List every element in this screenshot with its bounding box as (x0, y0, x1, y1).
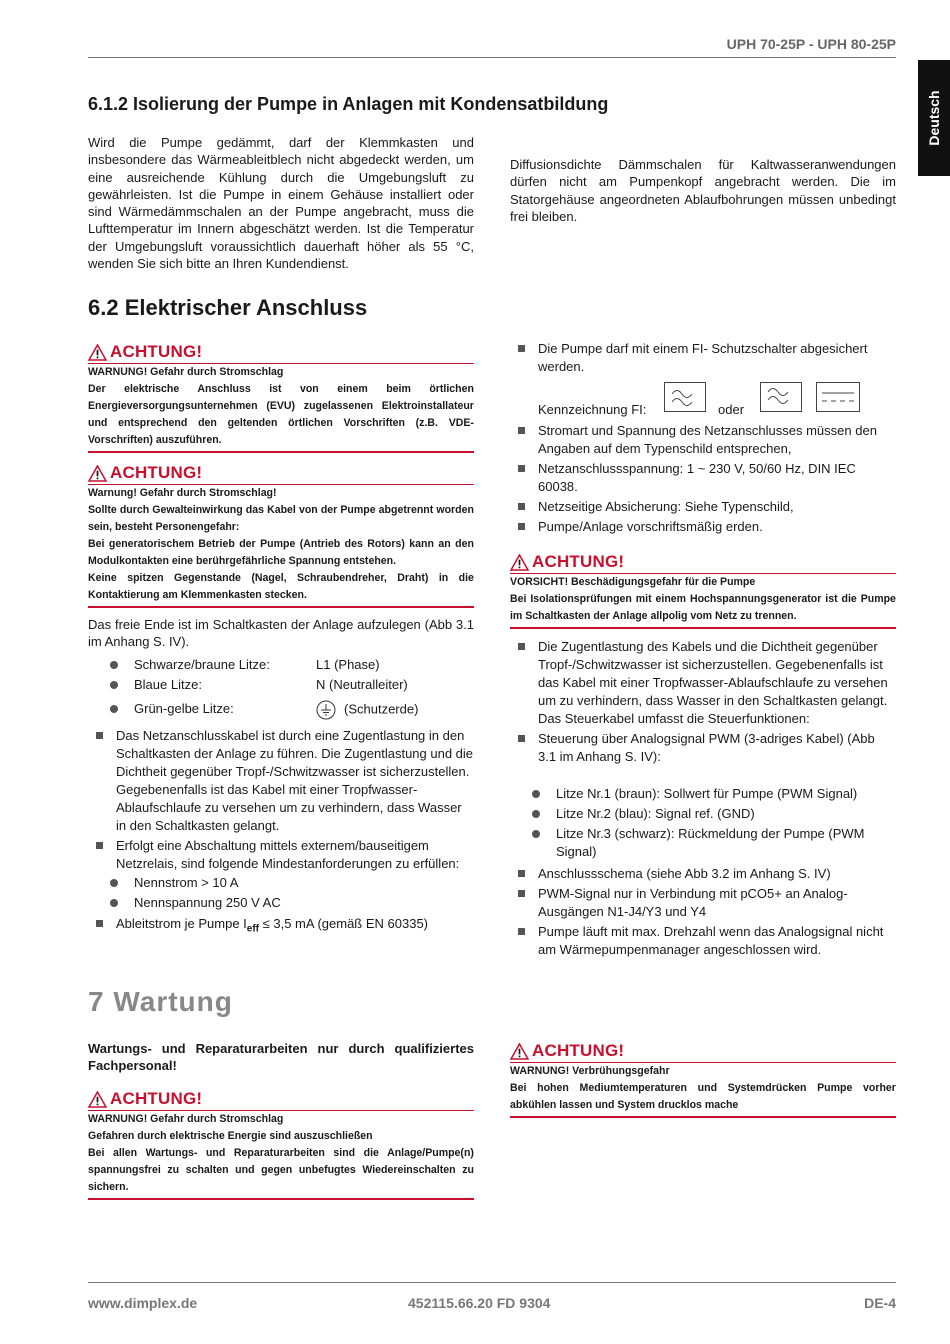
list-item: Stromart und Spannung des Netzanschlusses müssen den Angaben auf dem Typenschild entsprechen, (518, 422, 896, 458)
list-item: Die Pumpe darf mit einem FI- Schutzschalter abgesichert werden. (518, 340, 896, 376)
leakage-list (96, 915, 474, 941)
list-item: Pumpe läuft mit max. Drehzahl wenn das Analogsignal nicht am Wärmepumpenmanager angeschlossen wird. (518, 923, 896, 959)
list-item: Netzanschlussspannung: 1 ~ 230 V, 50/60 Hz, DIN IEC 60038. (518, 460, 896, 496)
right-bullet-list-3 (518, 638, 896, 768)
warning-title: ACHTUNG! (532, 552, 625, 571)
list-item: Blaue Litze: N (Neutralleiter) (110, 676, 474, 694)
list-item: Schwarze/braune Litze: L1 (Phase) (110, 656, 474, 674)
warning-line: Keine spitzen Gegenstande (Nagel, Schraubendreher, Draht) in die Kontaktierung am Klemmenkasten stecken. (88, 572, 474, 601)
warning-title: ACHTUNG! (110, 463, 203, 482)
section-6-2-heading: 6.2 Elektrischer Anschluss (88, 295, 368, 320)
section-7-heading: 7 Wartung (88, 986, 233, 1017)
list-item: Das Netzanschlusskabel ist durch eine Zugentlastung in den Schaltkasten der Anlage zu führen. Die Zugentlastung und die Dichtheit gegenüber Tropf-/Schwitzwasser ist sicherzustellen. Gegebenenfalls ist das Kabel mit einer Tropfwasser-Ablaufschlaufe zu versehen um zu verhindern, dass Wasser in den Schaltkasten gelangt. (96, 727, 474, 835)
fi-or: oder (718, 402, 745, 417)
relay-requirements-list (110, 874, 474, 914)
language-tab-label: Deutsch (926, 90, 942, 146)
list-item: Litze Nr.3 (schwarz): Rückmeldung der Pumpe (PWM Signal) (532, 825, 896, 861)
warning-icon (510, 554, 529, 571)
warning-line: Sollte durch Gewalteinwirkung das Kabel von der Pumpe abgetrennt worden sein, besteht Personengefahr: (88, 504, 474, 533)
right-bullet-list-1 (518, 340, 896, 378)
footer-website-link[interactable]: www.dimplex.de (88, 1295, 198, 1311)
section-6-1-2-text-left: Wird die Pumpe gedämmt, darf der Klemmkasten und insbesondere das Wärmeableitblech nicht abgedeckt werden, um eine ausreichende Kühlung durch die Umgebungsluft zu gewährleisten. Ist die Pumpe in einem Gehäuse installiert oder sind Wärmedämmschalen an der Pumpe angebracht, muss die Lufttemperatur im Innern abgeschätzt werden. Ist die Temperatur der Umgebungsluft voraussichtlich dauerhaft höher als 55 °C, wenden Sie sich bitte an Ihren Kundendienst. (88, 135, 474, 272)
list-item: Ableitstrom je Pumpe $I_{eff} \le 3,5$ mA (gemäß EN 60335) (96, 915, 474, 939)
warning-box-1 (88, 342, 474, 453)
ground-symbol-icon (316, 700, 336, 720)
warning-box-3 (510, 552, 896, 629)
warning-title: ACHTUNG! (110, 1089, 203, 1108)
fi-marking (538, 382, 898, 416)
warning-line: VORSICHT! Beschädigungsgefahr für die Pumpe (510, 576, 756, 588)
warning-icon (88, 344, 107, 361)
warning-icon (510, 1043, 529, 1060)
warning-icon (88, 465, 107, 482)
list-item: Nennstrom > 10 A (110, 874, 474, 892)
wire-list (110, 656, 474, 722)
warning-box-4 (88, 1089, 474, 1200)
maintenance-intro: Wartungs- und Reparaturarbeiten nur durch qualifiziertes Fachpersonal! (88, 1041, 474, 1074)
warning-line: Der elektrische Anschluss ist von einem beim örtlichen Energieversorgungsunternehmen (EVU) zugelassenen Elektroinstallateur und entsprechend den geltenden örtlichen Vorschriften (z.B. VDE-Vorschriften) auszuführen. (88, 383, 474, 446)
page-footer (88, 1282, 896, 1316)
footer-page-number: DE-4 (864, 1295, 896, 1311)
list-item: Steuerung über Analogsignal PWM (3-adriges Kabel) (Abb 3.1 im Anhang S. IV): (518, 730, 896, 766)
warning-title: ACHTUNG! (532, 1041, 625, 1060)
list-item: Nennspannung 250 V AC (110, 894, 474, 912)
warning-line: Bei hohen Mediumtemperaturen und Systemdrücken Pumpe vorher abkühlen lassen und System drucklos mache (510, 1082, 896, 1111)
warning-box-2 (88, 463, 474, 608)
list-item: Pumpe/Anlage vorschriftsmäßig erden. (518, 518, 896, 536)
list-item: Netzseitige Absicherung: Siehe Typenschild, (518, 498, 896, 516)
warning-line: Bei allen Wartungs- und Reparaturarbeiten sind die Anlage/Pumpe(n) spannungsfrei zu schalten und gegen unbefugtes Wiedereinschalten zu sichern. (88, 1147, 474, 1193)
warning-line: Bei Isolationsprüfungen mit einem Hochspannungsgenerator ist die Pumpe im Schaltkasten der Anlage allpolig vom Netz zu trennen. (510, 593, 896, 622)
ac-symbol-icon (664, 382, 706, 412)
list-item: Die Zugentlastung des Kabels und die Dichtheit gegenüber Tropf-/Schwitzwasser ist sicherzustellen. Gegebenenfalls ist das Kabel mit einer Tropfwasser-Ablaufschlaufe zu versehen um zu verhindern, dass Wasser in den Schaltkasten gelangt. Das Steuerkabel umfasst die Steuerfunktionen: (518, 638, 896, 728)
warning-line: WARNUNG! Verbrühungsgefahr (510, 1065, 670, 1077)
page-header (88, 30, 896, 58)
pwm-wire-list (532, 785, 896, 863)
list-item: Erfolgt eine Abschaltung mittels externem/bauseitigem Netzrelais, sind folgende Mindestanforderungen zu erfüllen: (96, 837, 474, 873)
connection-paragraph: Das freie Ende ist im Schaltkasten der Anlage aufzulegen (Abb 3.1 im Anhang S. IV). (88, 617, 474, 650)
list-item: Grün-gelbe Litze: (Schutzerde) (110, 700, 474, 720)
warning-line: Warnung! Gefahr durch Stromschlag! (88, 487, 277, 499)
dc-symbol-icon (816, 382, 860, 412)
warning-line: WARNUNG! Gefahr durch Stromschlag (88, 1113, 284, 1125)
document-title: UPH 70-25P - UPH 80-25P (726, 36, 896, 52)
language-tab (918, 60, 950, 176)
right-bullet-list-4 (518, 865, 896, 961)
list-item: PWM-Signal nur in Verbindung mit pCO5+ an Analog-Ausgängen N1-J4/Y3 und Y4 (518, 885, 896, 921)
ac-pulse-symbol-icon (760, 382, 802, 412)
fi-label: Kennzeichnung FI: (538, 402, 647, 417)
section-6-1-2-text-right: Diffusionsdichte Dämmschalen für Kaltwasseranwendungen dürfen nicht am Pumpenkopf angebracht werden. Die im Statorgehäuse angeordneten Ablaufbohrungen müssen unbedingt frei bleiben. (510, 157, 896, 224)
right-bullet-list-2 (518, 422, 896, 538)
warning-box-5 (510, 1041, 896, 1118)
warning-title: ACHTUNG! (110, 342, 203, 361)
footer-document-number: 452115.66.20 FD 9304 (408, 1295, 551, 1311)
list-item: Litze Nr.1 (braun): Sollwert für Pumpe (PWM Signal) (532, 785, 896, 803)
warning-icon (88, 1091, 107, 1108)
list-item: Litze Nr.2 (blau): Signal ref. (GND) (532, 805, 896, 823)
section-6-1-2-heading: 6.1.2 Isolierung der Pumpe in Anlagen mit Kondensatbildung (88, 94, 609, 114)
list-item: Anschlussschema (siehe Abb 3.2 im Anhang S. IV) (518, 865, 896, 883)
left-bullet-list (96, 727, 474, 875)
warning-line: WARNUNG! Gefahr durch Stromschlag (88, 366, 284, 378)
warning-line: Bei generatorischem Betrieb der Pumpe (Antrieb des Rotors) kann an den Modulkontakten eine berührgefährliche Spannung entstehen. (88, 538, 474, 567)
warning-line: Gefahren durch elektrische Energie sind auszuschließen (88, 1130, 373, 1142)
